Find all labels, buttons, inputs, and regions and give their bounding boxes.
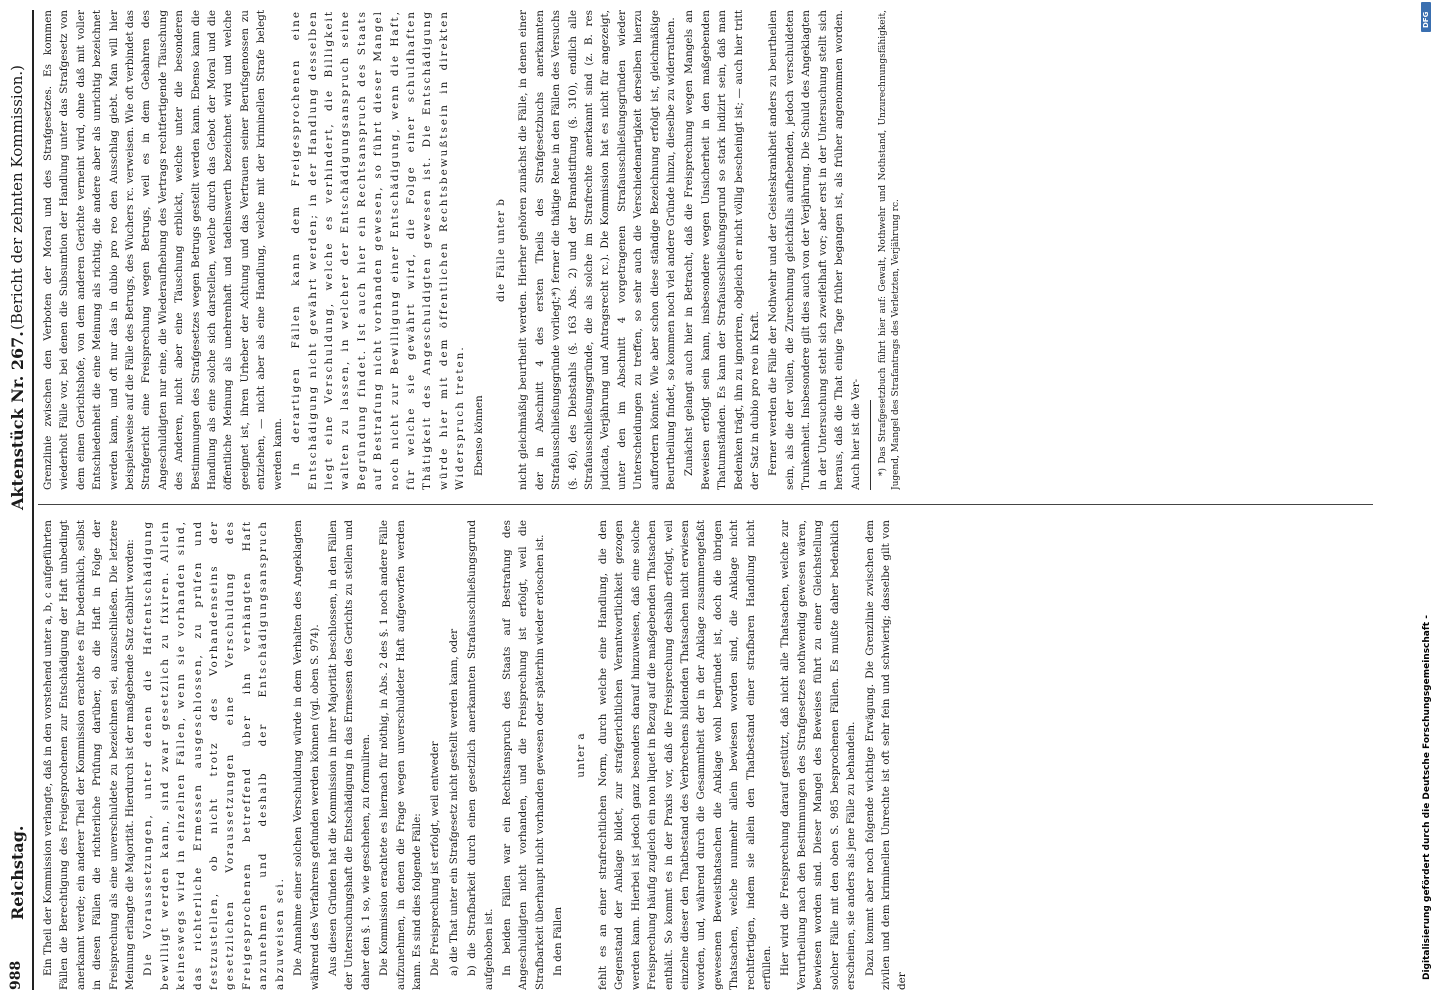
header-title-right: (Bericht der zehnten Kommission.) [8, 64, 26, 330]
paragraph: Zunächst gelangt auch hier in Betracht, daß die Freisprechung wegen Mangels an Beweisen erfolgt sein kann, insbesondere wegen Unsicherheit in den maßgebenden Thatumständen. Es kann der Strafausschließungsgrund so stark indizirt sein, daß man Bedenken trägt, ihn zu ignoriren, obgleich er nicht völlig bescheinigt ist; — auch hier tritt der Satz in dubio pro reo in Kraft. [683, 10, 762, 490]
paragraph: Grenzlinie zwischen den Verboten der Moral und des Strafgesetzes. Es kommen wiederholt Fälle vor, bei denen die Subsumtion der Handlung unter das Strafgesetz von dem einen Gerichtshofe, von dem anderen Gerichte verneint wird, ohne daß mit voller Entschiedenheit die eine Meinung als richtig, die andere aber als unrichtig bezeichnet werden kann, und oft nur das in dubio pro reo den Ausschlag giebt. Man will hier beispielsweise auf die Fälle des Betrugs, des Wuchers rc. verweisen. Wie oft verbindet das Strafgericht eine Freisprechung wegen Betrugs, weil es in dem Gebahren des Angeschuldigten nur eine, die Wiederaufhebung des Vertrags rechtfertigende Täuschung des Anderen, nicht aber eine Täuschung erblickt, welche unter die besonderen Bestimmungen des Strafgesetzes wegen Betrugs gestellt werden kann. Ebenso kann die Handlung als eine solche sich darstellen, welche durch das Gebot der Moral und die öffentliche Meinung als unehrenhaft und tadelnswerth bezeichnet wird und welche geeignet ist, ihren Urheber der Achtung und das Vertrauen seiner Berufsgenossen zu entziehen, — nicht aber als eine Handlung, welche mit der kriminellen Strafe belegt werden kann. [42, 10, 284, 490]
header-title-center: Aktenstück Nr. 267. [8, 331, 27, 510]
subheading: unter a [574, 732, 587, 778]
list-item: b) die Strafbarkeit durch einen gesetzlich anerkannten Strafausschließungsgrund aufgehoben ist. [466, 520, 495, 990]
list-intro: Die Freisprechung ist erfolgt, weil entweder [429, 741, 442, 976]
column-left [40, 520, 1370, 990]
page-number: 988 [8, 960, 24, 990]
header-rule [32, 10, 34, 990]
digitization-credit: Digitalisierung gefördert durch die Deutsche Forschungsgemeinschaft - [1422, 615, 1432, 980]
page-header [6, 10, 32, 990]
dfg-logo-icon [1421, 2, 1431, 32]
paragraph: Hier wird die Freisprechung darauf gestützt, daß nicht alle Thatsachen, welche zur Verurtheilung nach den Bestimmungen des Strafgesetzes nothwendig gewesen wären, bewiesen worden sind. Dieser Mangel des Beweises führt zu einer Gleichstellung solcher Fälle mit den oben S. 985 besprochenen Fällen. Es mußte daher bedenklich erscheinen, sie anders als jene Fälle zu behandeln. [779, 520, 858, 990]
paragraph: Ferner werden die Fälle der Nothwehr und der Geisteskrankheit anders zu beurtheilen sein, als die der vollen, die Zurechnung gleichfalls aufhebenden, jedoch verschuldeten Trunkenheit. Insbesondere gilt dies auch von der Verjährung. Die Schuld des Angeklagten in der Untersuchung steht sich zweifelhaft vor; aber erst in der Untersuchung stellt sich heraus, daß die That einige Tage früher begangen ist, als früher angenommen worden. Auch hier ist die Ver- [767, 10, 862, 490]
subheading: die Fälle unter b [494, 198, 507, 302]
paragraph: In derartigen Fällen kann dem Freigesprochenen eine Entschädigung nicht gewährt werden; in der Handlung desselben liegt eine Verschuldung, welche es verhindert, die Billigkeit walten zu lassen, in welcher der Entschädigungsanspruch seine Begründung findet. Ist auch hier ein Rechtsanspruch des Staats auf Bestrafung nicht vorhanden gewesen, so führt dieser Mangel noch nicht zur Bewilligung einer Entschädigung, wenn die Haft, für welche sie gewährt wird, die Folge einer schuldhaften Thätigkeit des Angeschuldigten gewesen ist. Die Entschädigung würde hier mit dem öffentlichen Rechtsbewußtsein in direkten Widerspruch treten. [290, 10, 467, 490]
paragraph: Ein Theil der Kommission verlangte, daß in den vorstehend unter a, b, c aufgeführten Fällen die Berechtigung des Freigesprochenen zur Entschädigung der Haft unbedingt anerkannt werde; ein anderer Theil der Kommission erachtete es für bedenklich, selbst in diesen Fällen die richterliche Prüfung darüber, ob die Haft in Folge der Freisprechung als eine unverschuldete zu bezeichnen sei, auszuschließen. Die letztere Meinung erlangte die Majorität. Hierdurch ist der maßgebende Satz etablirt worden: [42, 520, 137, 990]
dfg-logo-label: DFG [1422, 11, 1430, 28]
paragraph: Die Kommission erachtete es hiernach für nöthig, in Abs. 2 des §. 1 noch andere Fälle aufzunehmen, in denen die Frage wegen unverschuldeter Haft aufgeworfen werden kann. Es sind dies folgende Fälle: [378, 520, 423, 990]
paragraph: Die Voraussetzungen, unter denen die Haftentschädigung bewilligt werden kann, sind zwar gesetzlich zu fixiren. Allein keineswegs wird in einzelnen Fällen, wenn sie vorhanden sind, das richterliche Ermessen ausgeschlossen, zu prüfen und festzustellen, ob nicht trotz des Vorhandenseins der gesetzlichen Voraussetzungen eine Verschuldung des Freigesprochenen betreffend über ihn verhängten Haft anzunehmen und deshalb der Entschädigungsanspruch abzuweisen sei. [142, 520, 286, 990]
header-title-left: Reichstag. [8, 825, 27, 920]
paragraph: Aus diesen Gründen hat die Kommission in ihrer Majorität beschlossen, in den Fällen der Untersuchungshaft die Entschädigung in das Ermessen des Gerichts zu stellen und daher den §. 1 so, wie geschehen, zu formuliren. [326, 520, 372, 990]
column-divider [38, 504, 1373, 505]
column-right [40, 10, 1370, 490]
paragraph: nicht gleichmäßig beurtheilt werden. Hierher gehören zunächst die Fälle, in denen einer der in Abschnitt 4 des ersten Theils des Strafgesetzbuchs anerkannten Strafausschließungsgründe vorliegt;*) ferner die thätige Reue in den Fällen des Versuchs (§. 46), des Diebstahls (§. 163 Abs. 2) und der Brandstiftung (§. 310), endlich alle Strafausschließungsgründe, die als solche im Strafrechte anerkannt sind (z. B. res judicata, Verjährung und Antragsrecht rc.). Die Kommission hat es nicht für angezeigt, unter den im Abschnitt 4 vorgetragenen Strafausschließungsgründen wieder Unterscheidungen zu treffen, so sehr auch die Verschiedenartigkeit derselben hierzu auffordern könnte. Wie aber schon diese ständige Bezeichnung erfolgt ist, gleichmäßige Beurtheilung findet, so kommen noch viel andere Gründe hinzu, dieselbe zu widerrathen. [517, 10, 678, 490]
paragraph: In den Fällen [552, 906, 565, 976]
paragraph: Dazu kommt aber noch folgende wichtige Erwägung. Die Grenzlinie zwischen dem zivilen und dem kriminellen Unrechte ist oft sehr fein und schwierig; dasselbe gilt von der [863, 520, 909, 990]
paragraph: In beiden Fällen war ein Rechtsanspruch des Staats auf Bestrafung des Angeschuldigten nicht vorhanden, und die Freisprechung ist erfolgt, weil die Strafbarkeit überhaupt nicht vorhanden gewesen oder späterhin wieder erloschen ist. [500, 520, 546, 990]
paragraph: Ebenso können [472, 395, 485, 476]
footnote-rule [870, 400, 871, 490]
paragraph: Die Annahme einer solchen Verschuldung würde in dem Verhalten des Angeklagten während des Verfahrens gefunden werden können (vgl. oben S. 974). [292, 520, 321, 990]
list-item: a) die That unter ein Strafgesetz nicht gestellt werden kann, oder [447, 628, 460, 976]
footnote: *) Das Strafgesetzbuch führt hier auf: Gewalt, Nothwehr und Nothstand, Unzurechnungsfähigkeit, Jugend, Mangel des Strafantrags des Verletzten, Verjährung rc. [877, 10, 901, 490]
paragraph: fehlt es an einer strafrechtlichen Norm, durch welche eine Handlung, die den Gegenstand der Anklage bildet, zur strafgerichtlichen Verantwortlichkeit gezogen werden kann. Hierbei ist jedoch ganz besonders darauf hinzuweisen, daß eine solche Freisprechung häufig zugleich ein non liquet in Bezug auf die maßgebenden Thatsachen enthält. So kommt es in der Praxis vor, daß die Freisprechung deshalb erfolgt, weil einzelne dieser den Thatbestand des Verbrechens bildenden Thatsachen nicht erwiesen worden, und, während durch die Gesammtheit der in der Anklage zusammengefaßt gewesenen Beweisthatsachen die Anklage wohl begründet ist, doch die übrigen Thatsachen, welche nunmehr allein bewiesen worden sind, die Anklage nicht rechtfertigen, indem sie allein den Thatbestand einer strafbaren Handlung nicht erfüllen. [597, 520, 774, 990]
